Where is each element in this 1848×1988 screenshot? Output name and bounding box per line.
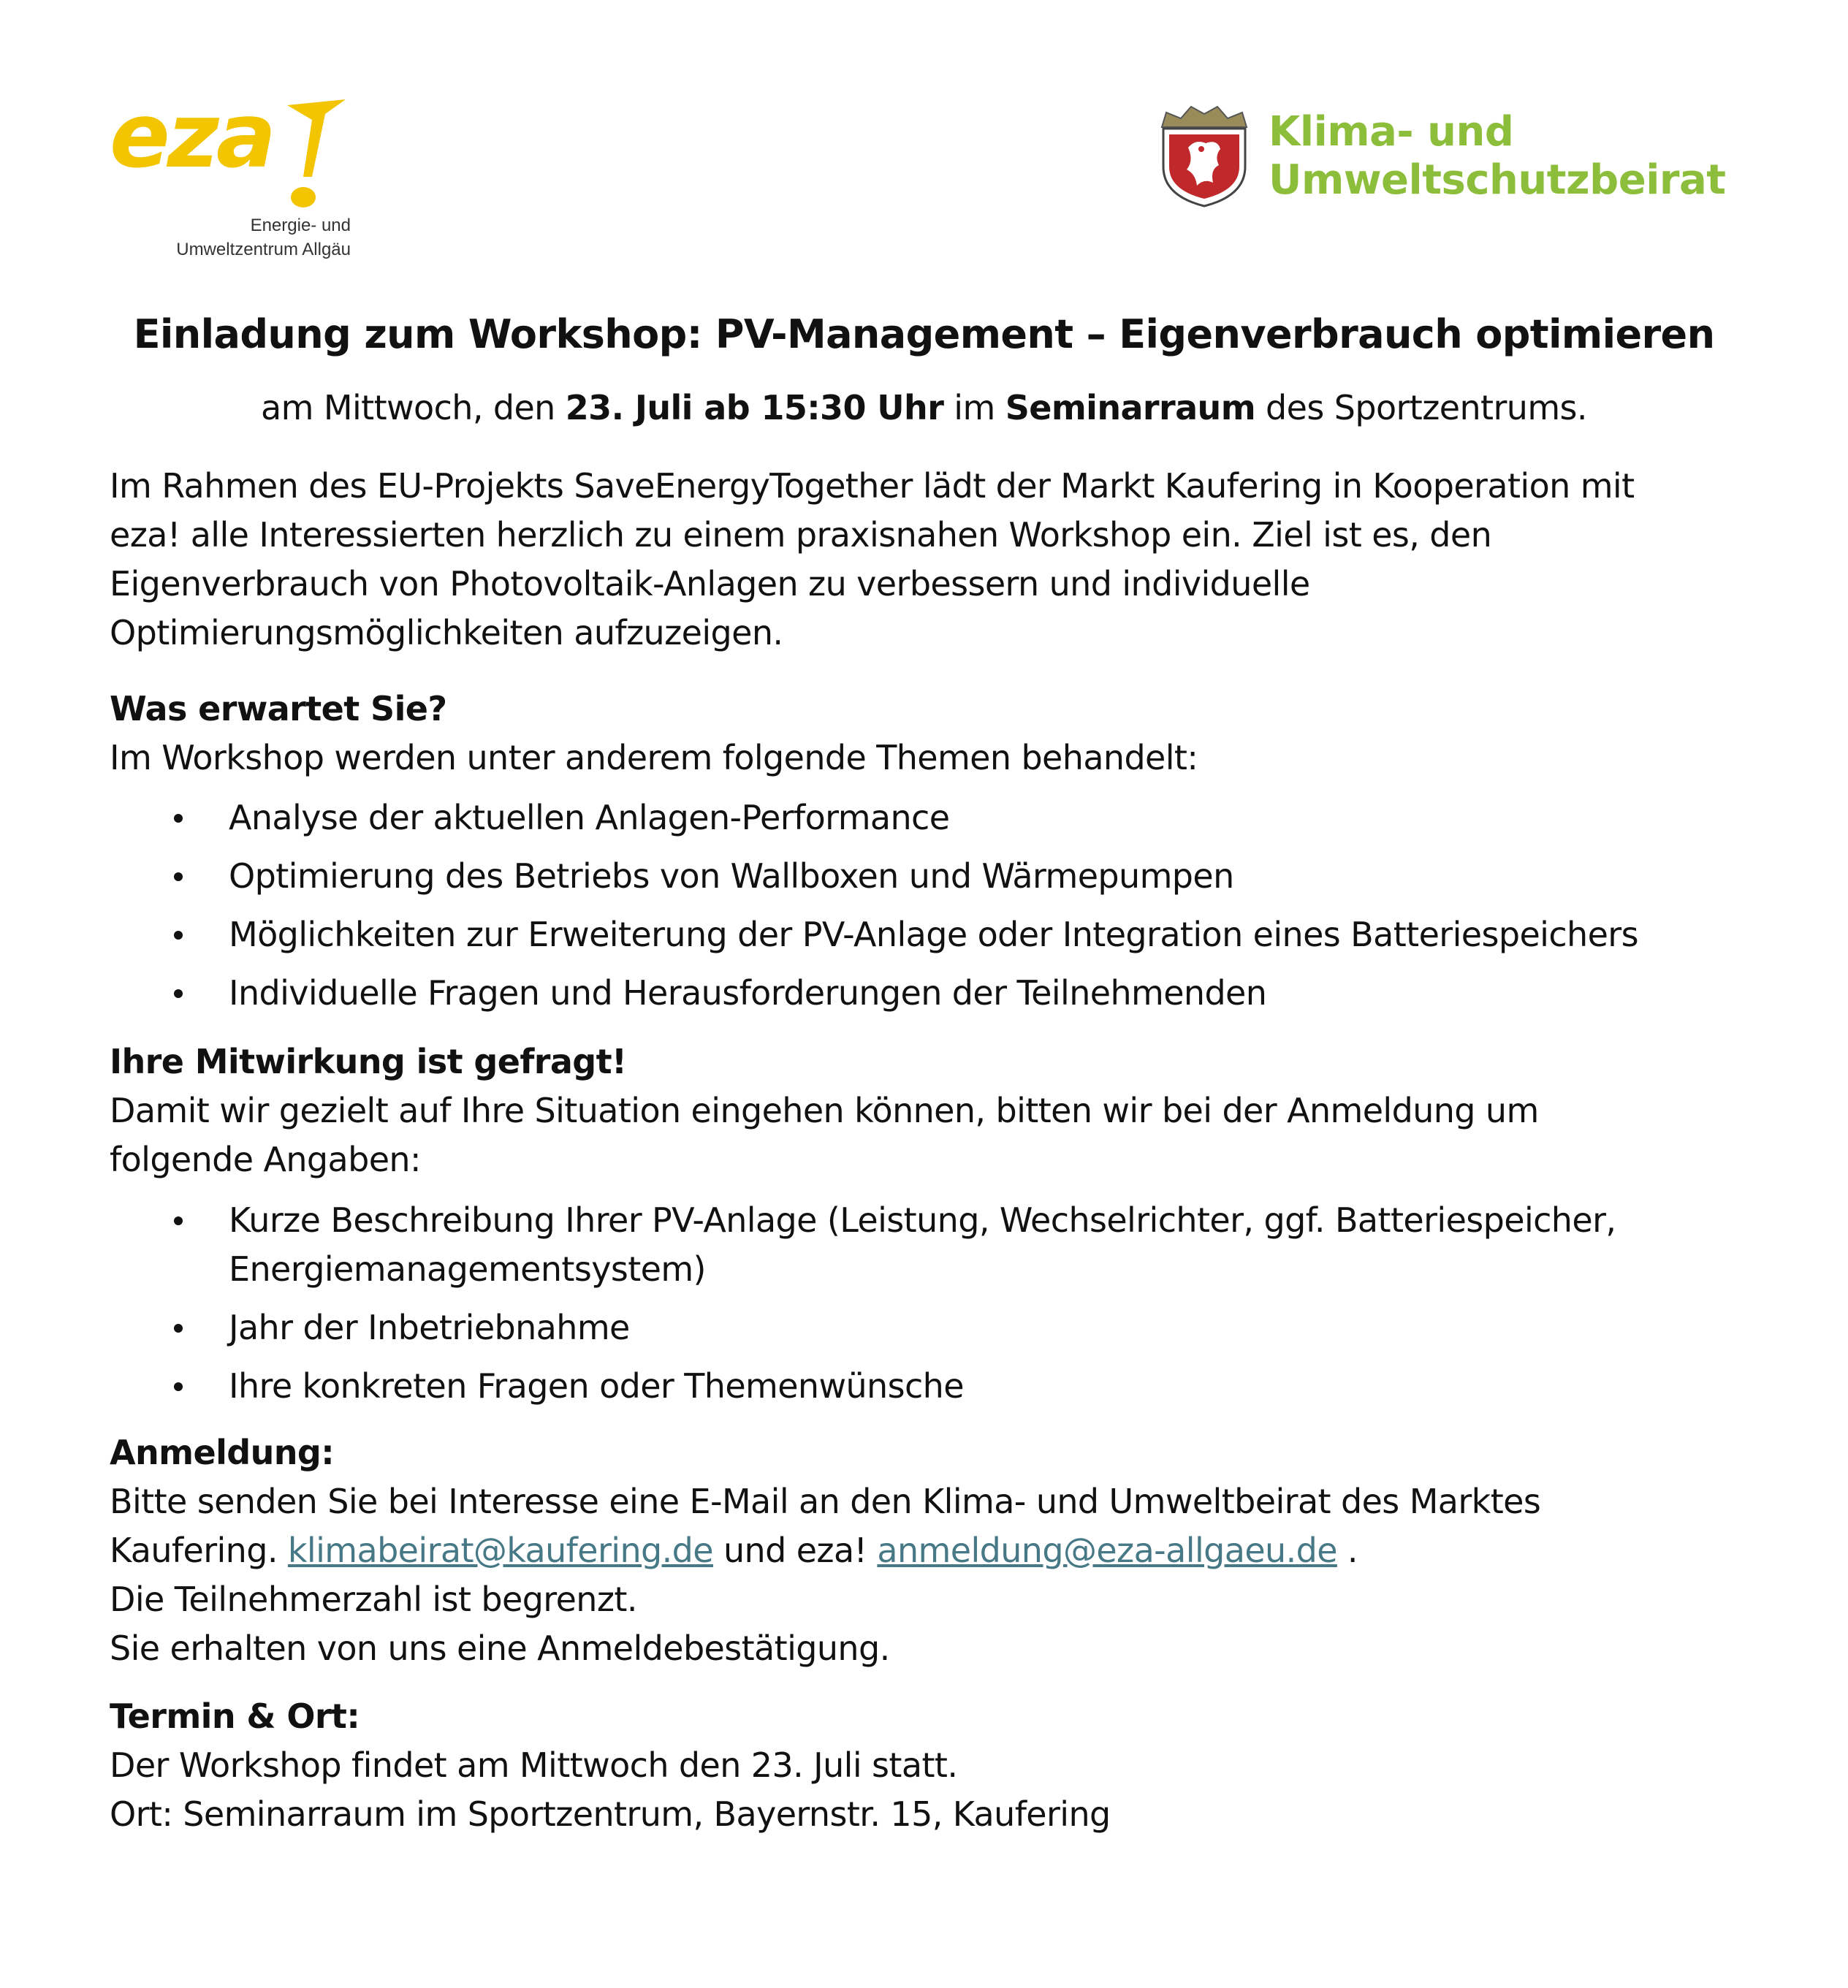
list-item: [110, 793, 1754, 842]
participation-list: [110, 1196, 1754, 1411]
kub-line2: Umweltschutzbeirat: [1269, 156, 1726, 204]
list-item: [110, 969, 1754, 1018]
intro-line: Optimierungsmöglichkeiten aufzuzeigen.: [110, 613, 783, 652]
venue-date: Der Workshop findet am Mittwoch den 23. Juli statt.: [110, 1745, 958, 1785]
bullet-icon: [174, 1216, 183, 1225]
coat-of-arms-icon: [1153, 102, 1255, 208]
kub-logo: [1153, 102, 1767, 212]
bullet-icon: [174, 1382, 183, 1391]
date-line: [0, 384, 1848, 432]
kub-line1: Klima- und: [1269, 108, 1514, 156]
list-item: [110, 1362, 1754, 1411]
intro-line: Im Rahmen des EU-Projekts SaveEnergyTogether lädt der Markt Kaufering in Kooperation mit: [110, 466, 1635, 506]
registration-contacts: [110, 1526, 1754, 1575]
list-item-text: Jahr der Inbetriebnahme: [229, 1308, 630, 1347]
eza-sub-line1: Energie- und: [250, 216, 351, 235]
intro-line: Eigenverbrauch von Photovoltaik-Anlagen zu verbessern und individuelle: [110, 564, 1310, 603]
bullet-icon: [174, 931, 183, 940]
date-line-text: am Mittwoch, den: [261, 388, 566, 427]
registration-section: [110, 1428, 1754, 1673]
date-time: 23. Juli ab 15:30 Uhr: [565, 388, 944, 427]
date-line-text: im: [943, 388, 1005, 427]
list-item-text: Ihre konkreten Fragen oder Themenwünsche: [229, 1366, 964, 1406]
eza-logo-subtitle: [117, 213, 351, 262]
list-item: [110, 852, 1754, 901]
list-item-text: Analyse der aktuellen Anlagen-Performance: [229, 798, 950, 837]
registration-text: Die Teilnehmerzahl ist begrenzt.: [110, 1580, 637, 1619]
list-item-text: Individuelle Fragen und Herausforderungen der Teilnehmenden: [229, 973, 1267, 1013]
venue-location: Ort: Seminarraum im Sportzentrum, Bayernstr. 15, Kaufering: [110, 1794, 1111, 1834]
registration-text: Sie erhalten von uns eine Anmeldebestätigung.: [110, 1629, 890, 1668]
eza-logo: [110, 84, 351, 267]
participation-heading: Ihre Mitwirkung ist gefragt!: [110, 1042, 627, 1081]
list-item-text: Optimierung des Betriebs von Wallboxen und Wärmepumpen: [229, 856, 1234, 896]
participation-section: [110, 1037, 1754, 1184]
eza-exclamation-icon: [274, 95, 358, 212]
participation-lead: folgende Angaben:: [110, 1140, 421, 1179]
participation-lead: Damit wir gezielt auf Ihre Situation eingehen können, bitten wir bei der Anmeldung um: [110, 1091, 1539, 1130]
list-item: [110, 910, 1754, 959]
expect-heading: Was erwartet Sie?: [110, 689, 447, 728]
registration-text: Bitte senden Sie bei Interesse eine E-Mail an den Klima- und Umweltbeirat des Marktes: [110, 1482, 1541, 1521]
eza-sub-line2: Umweltzentrum Allgäu: [176, 240, 351, 259]
expect-list: [110, 793, 1754, 1018]
registration-text: .: [1336, 1531, 1358, 1570]
room: Seminarraum: [1005, 388, 1256, 427]
list-item: [110, 1303, 1754, 1352]
list-item: [110, 1196, 1754, 1294]
venue-heading: Termin & Ort:: [110, 1696, 360, 1736]
intro-paragraph: [110, 462, 1754, 658]
date-line-text: des Sportzentrums.: [1255, 388, 1587, 427]
intro-line: eza! alle Interessierten herzlich zu einem praxisnahen Workshop ein. Ziel ist es, den: [110, 515, 1492, 555]
expect-lead: Im Workshop werden unter anderem folgende Themen behandelt:: [110, 738, 1198, 777]
expect-section: [110, 685, 1754, 782]
registration-heading: Anmeldung:: [110, 1433, 334, 1472]
registration-text: und eza!: [712, 1531, 878, 1570]
list-item-text: Energiemanagementsystem): [229, 1249, 706, 1289]
bullet-icon: [174, 989, 183, 998]
venue-section: [110, 1692, 1754, 1839]
kub-logo-text: [1269, 108, 1726, 205]
email-link-klimabeirat[interactable]: klimabeirat@kaufering.de: [287, 1531, 713, 1570]
bullet-icon: [174, 872, 183, 881]
bullet-icon: [174, 1324, 183, 1333]
eza-logo-word: eza: [110, 84, 274, 188]
list-item-text: Möglichkeiten zur Erweiterung der PV-Anlage oder Integration eines Batteriespeichers: [229, 915, 1638, 954]
page-title: Einladung zum Workshop: PV-Management – Eigenverbrauch optimieren: [133, 311, 1715, 357]
bullet-icon: [174, 814, 183, 823]
registration-text: Kaufering.: [110, 1531, 288, 1570]
email-link-eza[interactable]: anmeldung@eza-allgaeu.de: [877, 1531, 1337, 1570]
list-item-text: Kurze Beschreibung Ihrer PV-Anlage (Leistung, Wechselrichter, ggf. Batteriespeicher,: [229, 1200, 1616, 1240]
